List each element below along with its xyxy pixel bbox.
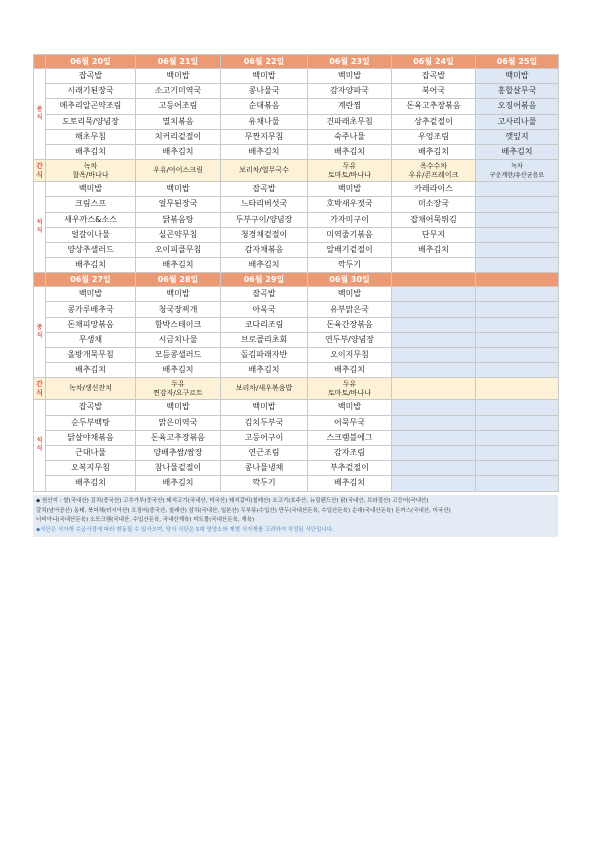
menu-item: 올방개묵무침 xyxy=(46,348,136,363)
snack-line: 녹차 xyxy=(511,162,523,170)
menu-item: 순두부백탕 xyxy=(46,415,136,430)
menu-item: 백미밥 xyxy=(476,69,559,84)
menu-item: 백미밥 xyxy=(46,287,136,302)
menu-item: 배추김치 xyxy=(46,258,136,273)
empty-cell xyxy=(476,400,559,415)
snack-line: 토마토/바나나 xyxy=(328,170,371,179)
menu-item: 돈육고추장볶음 xyxy=(392,99,476,114)
menu-item xyxy=(392,258,476,273)
empty-cell xyxy=(476,461,559,476)
menu-item: 백미밥 xyxy=(46,182,136,197)
menu-item: 배추김치 xyxy=(136,476,221,491)
menu-item: 잡곡밥 xyxy=(221,287,308,302)
menu-item: 배추김치 xyxy=(221,258,308,273)
date-header: 06월 24일 xyxy=(392,55,476,69)
menu-item: 오복지무침 xyxy=(46,461,136,476)
origin-note-1: ◆ 원산지 : 쌀(국내산) 김치(중국산) 고추가루(중국산) 돼지고기(국내산, 미국산) 돼지갈비(칠레산) 소고기(호주산, 뉴질랜드산) 닭(국내산, 브라질산) 고등어(국내산) xyxy=(36,498,429,504)
menu-item: 가자미구이 xyxy=(308,212,392,227)
menu-item: 백미밥 xyxy=(136,400,221,415)
snack-line: 우유/콘프레이크 xyxy=(408,170,459,179)
menu-item: 크림스프 xyxy=(46,197,136,212)
origin-note-3: 너비아니(국내산돈육) 소모크햄(국내산, 수입산돈육, 국내산계육) 미트볼(국내산돈육, 계육) xyxy=(36,517,255,523)
menu-item: 숙주나물 xyxy=(308,129,392,144)
snack-item xyxy=(476,160,559,182)
menu-item: 브로콜리초회 xyxy=(221,332,308,347)
snack-label: 간식 xyxy=(34,378,46,400)
menu-item: 잡곡밥 xyxy=(221,182,308,197)
empty-cell xyxy=(476,258,559,273)
menu-item: 백미밥 xyxy=(308,182,392,197)
snack-line: 토마토/바나나 xyxy=(328,388,371,397)
menu-item: 깻잎지 xyxy=(476,129,559,144)
menu-item: 고등어구이 xyxy=(221,430,308,445)
date-header: 06월 27일 xyxy=(46,273,136,287)
lunch-label: 중식 xyxy=(34,69,46,160)
menu-item: 계란찜 xyxy=(308,99,392,114)
menu-item: 감자양파국 xyxy=(308,84,392,99)
menu-item: 함박스테이크 xyxy=(136,317,221,332)
snack-line: 찐감자/요구르트 xyxy=(153,388,203,397)
snack-line: 녹차/생신잔치 xyxy=(69,384,112,393)
empty-cell xyxy=(392,302,476,317)
menu-item: 감자조림 xyxy=(308,445,392,460)
weekly-menu xyxy=(33,54,558,492)
snack-item xyxy=(392,160,476,182)
menu-item: 돌김파래자반 xyxy=(221,348,308,363)
menu-item: 부추겉절이 xyxy=(308,461,392,476)
menu-item: 유부맑은국 xyxy=(308,302,392,317)
origin-note-2: 갈치(남아공산) 동태, 북어채(러시아산) 오징어(중국산, 칠레산) 삼치(국내산, 일본산) 두부류(수입산) 만두(국내산돈육, 수입산돈육) 순대(국내산돈육) 돈까스(국내산, 미국산) xyxy=(36,507,451,514)
menu-item: 오이피클무침 xyxy=(136,242,221,257)
menu-item: 새우까스&소스 xyxy=(46,212,136,227)
dinner-label: 석식 xyxy=(34,182,46,273)
menu-item: 백미밥 xyxy=(308,400,392,415)
date-header: 06월 29일 xyxy=(221,273,308,287)
menu-item: 연근조림 xyxy=(221,445,308,460)
menu-item: 백미밥 xyxy=(308,69,392,84)
menu-item: 배추김치 xyxy=(221,363,308,378)
menu-item: 아욱국 xyxy=(221,302,308,317)
menu-item: 백미밥 xyxy=(136,182,221,197)
menu-item: 돈육고추장볶음 xyxy=(136,430,221,445)
menu-item: 백미밥 xyxy=(136,69,221,84)
menu-item: 배추김치 xyxy=(136,258,221,273)
empty-cell xyxy=(392,415,476,430)
snack-item xyxy=(308,378,392,400)
empty-cell xyxy=(476,302,559,317)
empty-cell xyxy=(392,430,476,445)
menu-item: 멸치볶음 xyxy=(136,114,221,129)
menu-item: 콩나물국 xyxy=(221,84,308,99)
snack-item xyxy=(221,378,308,400)
empty-cell xyxy=(392,363,476,378)
menu-item: 배추김치 xyxy=(136,144,221,159)
menu-item: 북어국 xyxy=(392,84,476,99)
menu-item: 청경채겉절이 xyxy=(221,227,308,242)
date-header: 06월 28일 xyxy=(136,273,221,287)
empty-cell xyxy=(392,378,476,400)
empty-cell xyxy=(392,461,476,476)
menu-item: 치커리겉절이 xyxy=(136,129,221,144)
menu-item: 오이지무침 xyxy=(308,348,392,363)
snack-item xyxy=(136,378,221,400)
empty-cell xyxy=(476,287,559,302)
empty-cell xyxy=(392,476,476,491)
notes-box xyxy=(33,495,558,537)
empty-cell xyxy=(476,378,559,400)
menu-item: 연두부/양념장 xyxy=(308,332,392,347)
menu-item: 고등어조림 xyxy=(136,99,221,114)
menu-item: 양배추쌈/쌈장 xyxy=(136,445,221,460)
menu-item: 콩나물냉채 xyxy=(221,461,308,476)
dinner-label: 석식 xyxy=(34,400,46,491)
menu-item: 배추김치 xyxy=(46,363,136,378)
menu-item: 백미밥 xyxy=(308,287,392,302)
menu-item: 느타리버섯국 xyxy=(221,197,308,212)
snack-label: 간식 xyxy=(34,160,46,182)
empty-cell xyxy=(476,212,559,227)
snack-line: 옥수수차 xyxy=(419,161,448,170)
empty-cell xyxy=(392,400,476,415)
menu-item: 해초무침 xyxy=(46,129,136,144)
menu-item: 닭살야채볶음 xyxy=(46,430,136,445)
menu-notice: ◆식단은 식자재 수급사정에 따라 변동될 수 있사오며, 당사 식단은 5대 영양소와 제철 식자재를 고려하여 작성된 식단입니다. xyxy=(36,526,334,533)
snack-item xyxy=(46,378,136,400)
empty-cell xyxy=(476,363,559,378)
snack-item xyxy=(308,160,392,182)
menu-item: 시래기된장국 xyxy=(46,84,136,99)
menu-item: 배추김치 xyxy=(392,242,476,257)
menu-item: 깍두기 xyxy=(308,258,392,273)
menu-item: 얼갈이나물 xyxy=(46,227,136,242)
menu-item: 배추김치 xyxy=(46,476,136,491)
empty-cell xyxy=(392,317,476,332)
menu-item: 감자채볶음 xyxy=(221,242,308,257)
date-header: 06월 21일 xyxy=(136,55,221,69)
menu-item: 미역줄기볶음 xyxy=(308,227,392,242)
snack-line: 두유 xyxy=(171,379,185,388)
date-header: 06월 30일 xyxy=(308,273,392,287)
date-header: 06월 25일 xyxy=(476,55,559,69)
menu-item: 배추김치 xyxy=(476,144,559,159)
menu-item: 배추김치 xyxy=(308,363,392,378)
date-header-empty xyxy=(476,273,559,287)
header-corner xyxy=(34,55,46,69)
snack-line: 우유/아이스크림 xyxy=(153,166,203,175)
snack-item xyxy=(221,160,308,182)
menu-item: 소고기미역국 xyxy=(136,84,221,99)
empty-cell xyxy=(476,430,559,445)
menu-item: 깍두기 xyxy=(221,476,308,491)
menu-item: 참나물겉절이 xyxy=(136,461,221,476)
menu-item: 잡곡밥 xyxy=(46,69,136,84)
empty-cell xyxy=(476,445,559,460)
menu-table xyxy=(33,54,559,492)
menu-item: 오징어볶음 xyxy=(476,99,559,114)
menu-item: 시금치나물 xyxy=(136,332,221,347)
menu-item: 호박새우젓국 xyxy=(308,197,392,212)
menu-item: 배추김치 xyxy=(136,363,221,378)
empty-cell xyxy=(476,332,559,347)
menu-item: 메추리알곤약조림 xyxy=(46,99,136,114)
menu-item: 고사리나물 xyxy=(476,114,559,129)
menu-item: 얼무된장국 xyxy=(136,197,221,212)
menu-item: 단무지 xyxy=(392,227,476,242)
empty-cell xyxy=(476,348,559,363)
snack-item xyxy=(136,160,221,182)
date-header: 06월 22일 xyxy=(221,55,308,69)
menu-item: 순대볶음 xyxy=(221,99,308,114)
empty-cell xyxy=(476,182,559,197)
menu-item: 배추김치 xyxy=(46,144,136,159)
menu-item: 실곤약무침 xyxy=(136,227,221,242)
menu-item: 두부구이/양념장 xyxy=(221,212,308,227)
empty-cell xyxy=(476,476,559,491)
menu-item: 잡곡밥 xyxy=(46,400,136,415)
lunch-label: 중식 xyxy=(34,287,46,378)
empty-cell xyxy=(392,332,476,347)
menu-item: 건파래초무침 xyxy=(308,114,392,129)
empty-cell xyxy=(476,242,559,257)
empty-cell xyxy=(476,415,559,430)
empty-cell xyxy=(392,348,476,363)
empty-cell xyxy=(392,287,476,302)
menu-item: 청국장찌개 xyxy=(136,302,221,317)
menu-item: 콩가루배추국 xyxy=(46,302,136,317)
menu-item: 백미밥 xyxy=(221,69,308,84)
menu-item: 유채나물 xyxy=(221,114,308,129)
menu-item: 카레라이스 xyxy=(392,182,476,197)
menu-item: 돈채피망볶음 xyxy=(46,317,136,332)
menu-item: 홍합살무국 xyxy=(476,84,559,99)
menu-item: 김치두부국 xyxy=(221,415,308,430)
menu-item: 모듬콩샐러드 xyxy=(136,348,221,363)
date-header-empty xyxy=(392,273,476,287)
menu-item: 상추겉절이 xyxy=(392,114,476,129)
snack-line: 보리차/새우볶음밥 xyxy=(235,384,293,393)
empty-cell xyxy=(476,317,559,332)
menu-item: 양상추샐러드 xyxy=(46,242,136,257)
menu-item: 배추김치 xyxy=(308,144,392,159)
menu-item: 돈육간장볶음 xyxy=(308,317,392,332)
empty-cell xyxy=(476,197,559,212)
empty-cell xyxy=(476,227,559,242)
date-header: 06월 20일 xyxy=(46,55,136,69)
menu-item: 코다리조림 xyxy=(221,317,308,332)
snack-line: 두유 xyxy=(342,161,357,170)
header-corner xyxy=(34,273,46,287)
menu-item: 우엉조림 xyxy=(392,129,476,144)
menu-item: 백미밥 xyxy=(221,400,308,415)
menu-item: 잡곡밥 xyxy=(392,69,476,84)
menu-item: 맑은미역국 xyxy=(136,415,221,430)
menu-item: 도토리묵/양념장 xyxy=(46,114,136,129)
menu-item: 백미밥 xyxy=(136,287,221,302)
menu-item: 근대나물 xyxy=(46,445,136,460)
menu-item: 무짠지무침 xyxy=(221,129,308,144)
menu-item: 알배기겉절이 xyxy=(308,242,392,257)
snack-line: 구운계란/유산균음료 xyxy=(489,171,545,179)
snack-line: 보리차/열무국수 xyxy=(239,166,289,175)
snack-line: 두유 xyxy=(342,379,357,388)
menu-item: 배추김치 xyxy=(392,144,476,159)
menu-item: 잡채어묵튀김 xyxy=(392,212,476,227)
snack-line: 찰옥/바나나 xyxy=(72,170,109,179)
menu-item: 배추김치 xyxy=(221,144,308,159)
snack-item xyxy=(46,160,136,182)
menu-item: 어묵무국 xyxy=(308,415,392,430)
date-header: 06월 23일 xyxy=(308,55,392,69)
snack-line: 녹차 xyxy=(83,161,98,170)
menu-item: 배추김치 xyxy=(308,476,392,491)
menu-item: 스크램블에그 xyxy=(308,430,392,445)
menu-item: 닭볶음탕 xyxy=(136,212,221,227)
empty-cell xyxy=(392,445,476,460)
menu-item: 미소장국 xyxy=(392,197,476,212)
menu-item: 무생채 xyxy=(46,332,136,347)
